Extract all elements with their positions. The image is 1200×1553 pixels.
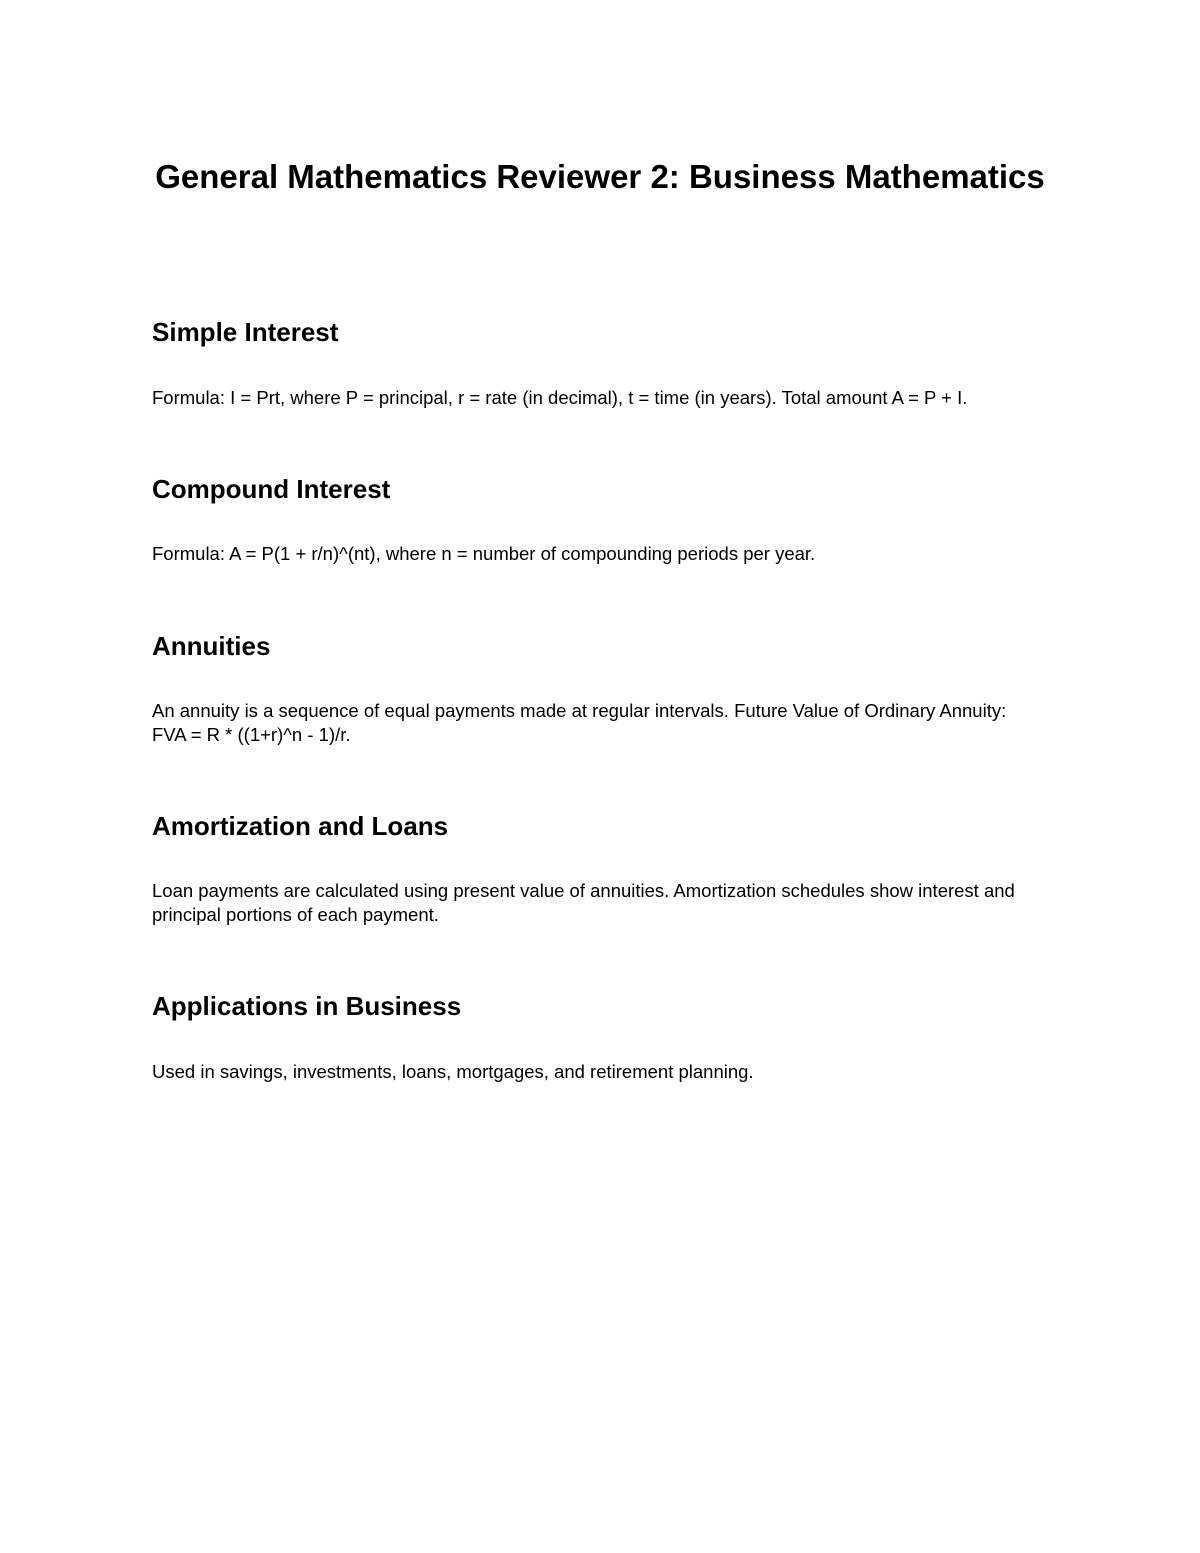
section-body-simple-interest: Formula: I = Prt, where P = principal, r = rate (in decimal), t = time (in years). Total amount A = P + I. <box>152 387 968 408</box>
section-heading-simple-interest: Simple Interest <box>152 317 339 347</box>
section-heading-amortization-and-loans: Amortization and Loans <box>152 811 449 841</box>
section-body-amortization-and-loans: Loan payments are calculated using present value of annuities. Amortization schedules show interest and principal portions of each payment. <box>152 880 1015 925</box>
section-heading-applications-in-business: Applications in Business <box>152 991 462 1021</box>
section-heading-compound-interest: Compound Interest <box>152 474 391 504</box>
section-body-applications-in-business: Used in savings, investments, loans, mortgages, and retirement planning. <box>152 1061 754 1082</box>
section-body-annuities: An annuity is a sequence of equal payments made at regular intervals. Future Value of Ordinary Annuity: FVA = R * ((1+r)^n - 1)/r. <box>152 700 1007 745</box>
document-title: General Mathematics Reviewer 2: Business Mathematics <box>155 158 1045 195</box>
section-body-compound-interest: Formula: A = P(1 + r/n)^(nt), where n = number of compounding periods per year. <box>152 543 816 564</box>
section-heading-annuities: Annuities <box>152 631 271 661</box>
